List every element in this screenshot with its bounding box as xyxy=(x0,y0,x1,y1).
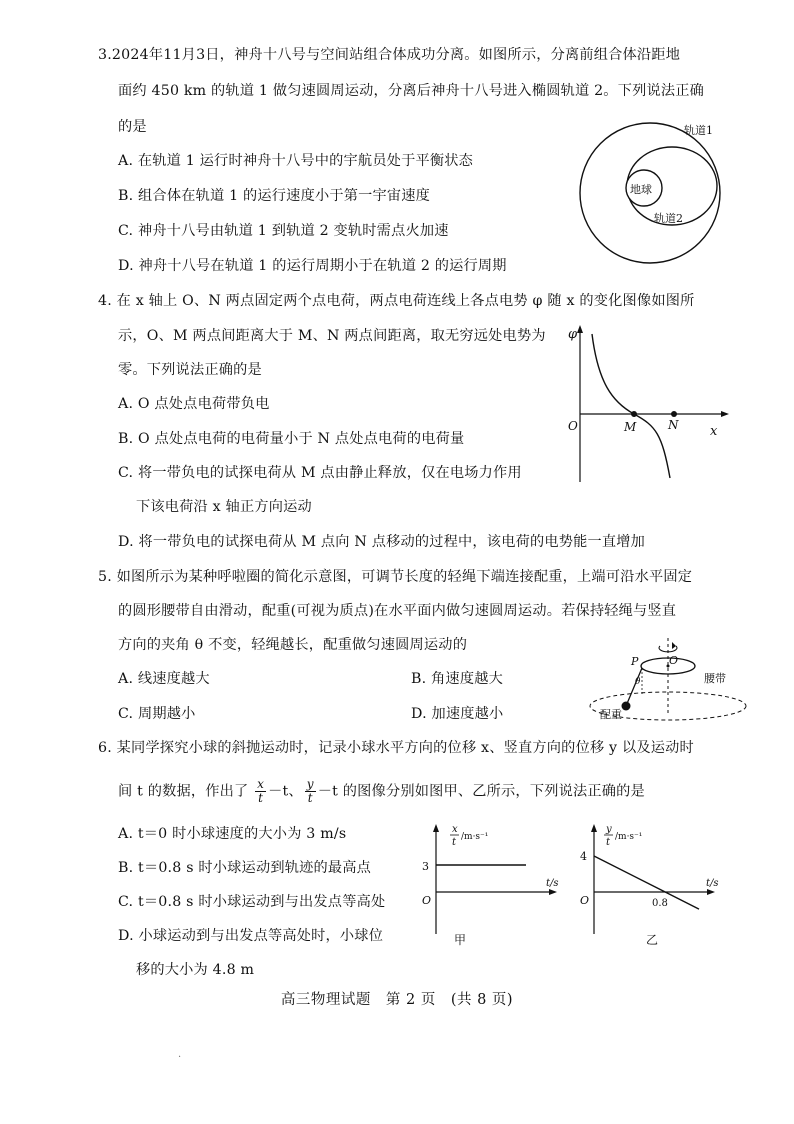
yi-xlabel: t/s xyxy=(706,878,719,889)
jia-xlabel: t/s xyxy=(546,878,559,889)
q5-stem-line1: 5. 如图所示为某种呼啦圈的简化示意图，可调节长度的轻绳下端连接配重，上端可沿水平固定 xyxy=(98,569,693,585)
x-axis-arrow xyxy=(721,411,729,417)
yi-ylabel-num: y xyxy=(606,824,612,835)
q4-option-b: B. O 点处点电荷的电荷量小于 N 点处点电荷的电荷量 xyxy=(118,431,465,447)
q6-option-a: A. t＝0 时小球速度的大小为 3 m/s xyxy=(118,826,347,842)
q4-stem-line3: 零。下列说法正确的是 xyxy=(118,362,262,378)
q4-option-a: A. O 点处点电荷带负电 xyxy=(118,396,270,412)
q5-option-c: C. 周期越小 xyxy=(118,706,196,722)
earth-label: 地球 xyxy=(630,183,652,196)
q4-option-c-line1: C. 将一带负电的试探电荷从 M 点由静止释放，仅在电场力作用 xyxy=(118,465,522,481)
point-n xyxy=(671,411,677,417)
yi-ylabel-den: t xyxy=(606,837,611,848)
yi-y-axis-arrow xyxy=(591,824,597,832)
q3-option-a: A. 在轨道 1 运行时神舟十八号中的宇航员处于平衡状态 xyxy=(118,153,474,169)
o-label: O xyxy=(669,654,679,667)
q5-hula-hoop-figure xyxy=(586,634,766,724)
jia-y-tick-label: 3 xyxy=(422,860,429,873)
jia-ylabel-num: x xyxy=(452,824,458,835)
orbit-1-label: 轨道1 xyxy=(684,124,713,137)
yi-series-line xyxy=(594,856,699,909)
q4-option-c-line2: 下该电荷沿 x 轴正方向运动 xyxy=(136,499,312,515)
jia-caption: 甲 xyxy=(454,933,467,947)
weight-label: 配重 xyxy=(600,708,622,721)
q3-orbit-figure xyxy=(568,118,738,268)
rotation-arrowhead-icon xyxy=(672,642,676,649)
q3-stem-line3: 的是 xyxy=(118,119,147,135)
q5-option-d: D. 加速度越小 xyxy=(411,706,504,722)
q5-option-a: A. 线速度越大 xyxy=(118,671,210,687)
q5-stem-line3: 方向的夹角 θ 不变，轻绳越长，配重做匀速圆周运动的 xyxy=(118,637,468,653)
q3-option-c: C. 神舟十八号由轨道 1 到轨道 2 变轨时需点火加速 xyxy=(118,223,449,239)
yi-caption: 乙 xyxy=(646,933,659,947)
theta-label: θ xyxy=(635,677,641,687)
phi-label: φ xyxy=(568,327,578,342)
q6-stem-line2-start: 间 t 的数据，作出了 xyxy=(118,783,249,800)
q3-stem-line2: 面约 450 km 的轨道 1 做匀速圆周运动，分离后神舟十八号进入椭圆轨道 2。下列说法正确 xyxy=(118,83,705,99)
phi-axis-arrow xyxy=(577,325,583,333)
q6-stem-dash-t1: －t、 xyxy=(268,783,303,800)
q4-option-d: D. 将一带负电的试探电荷从 M 点向 N 点移动的过程中，该电荷的电势能一直增加 xyxy=(118,534,646,550)
q6-stem-line2 xyxy=(118,778,645,805)
jia-origin-label: O xyxy=(422,894,432,907)
jia-ylabel-den: t xyxy=(452,837,457,848)
q4-stem-line2: 示，O、M 两点间距离大于 M、N 两点间距离，取无穷远处电势为 xyxy=(118,328,546,344)
q3-stem-line1: 3.2024年11月3日，神舟十八号与空间站组合体成功分离。如图所示，分离前组合体沿距地 xyxy=(98,47,681,63)
yi-yunit: /m·s⁻¹ xyxy=(615,832,643,842)
q4-potential-figure xyxy=(562,322,732,484)
q6-option-d-line1: D. 小球运动到与出发点等高处时，小球位 xyxy=(118,928,384,944)
x-over-t-fraction: $\frac{x}{t}$ xyxy=(257,777,265,805)
q6-stem-dash-t2: －t 的图像分别如图甲、乙所示，下列说法正确的是 xyxy=(317,783,645,800)
yi-x-axis-arrow xyxy=(707,889,715,895)
q6-stem-line1: 6. 某同学探究小球的斜抛运动时，记录小球水平方向的位移 x、竖直方向的位移 y 以及运动时 xyxy=(98,740,694,756)
q6-graph-jia xyxy=(418,822,568,952)
q6-option-b: B. t＝0.8 s 时小球运动到轨迹的最高点 xyxy=(118,860,372,876)
yi-origin-label: O xyxy=(580,894,590,907)
m-label: M xyxy=(624,420,637,434)
point-m xyxy=(631,411,637,417)
q3-option-b: B. 组合体在轨道 1 的运行速度小于第一宇宙速度 xyxy=(118,188,431,204)
origin-o-label: O xyxy=(568,419,578,433)
yi-y-tick-label: 4 xyxy=(580,850,587,863)
jia-y-axis-arrow xyxy=(433,824,439,832)
yi-x-tick-label: 0.8 xyxy=(652,898,668,909)
q3-option-d: D. 神舟十八号在轨道 1 的运行周期小于在轨道 2 的运行周期 xyxy=(118,258,507,274)
light-rope xyxy=(626,668,642,706)
p-label: P xyxy=(631,655,639,668)
scan-mark: · xyxy=(178,1052,182,1063)
q6-option-c: C. t＝0.8 s 时小球运动到与出发点等高处 xyxy=(118,894,386,910)
jia-yunit: /m·s⁻¹ xyxy=(461,832,489,842)
potential-curve xyxy=(592,334,670,478)
jia-x-axis-arrow xyxy=(549,889,557,895)
y-over-t-fraction: $\frac{y}{t}$ xyxy=(306,777,314,805)
page-footer: 高三物理试题 第 2 页 (共 8 页) xyxy=(280,992,514,1008)
q4-stem-line1: 4. 在 x 轴上 O、N 两点固定两个点电荷，两点电荷连线上各点电势 φ 随 x 的变化图像如图所 xyxy=(98,293,695,309)
n-label: N xyxy=(668,418,679,432)
orbit-2-label: 轨道2 xyxy=(654,212,683,225)
q6-graph-yi xyxy=(576,822,726,952)
counterweight xyxy=(622,702,631,711)
belt-label: 腰带 xyxy=(704,672,726,685)
q5-option-b: B. 角速度越大 xyxy=(411,671,503,687)
q5-stem-line2: 的圆形腰带自由滑动，配重(可视为质点)在水平面内做匀速圆周运动。若保持轻绳与竖直 xyxy=(118,603,677,619)
q6-option-d-line2: 移的大小为 4.8 m xyxy=(136,962,255,978)
x-label: x xyxy=(710,424,718,439)
